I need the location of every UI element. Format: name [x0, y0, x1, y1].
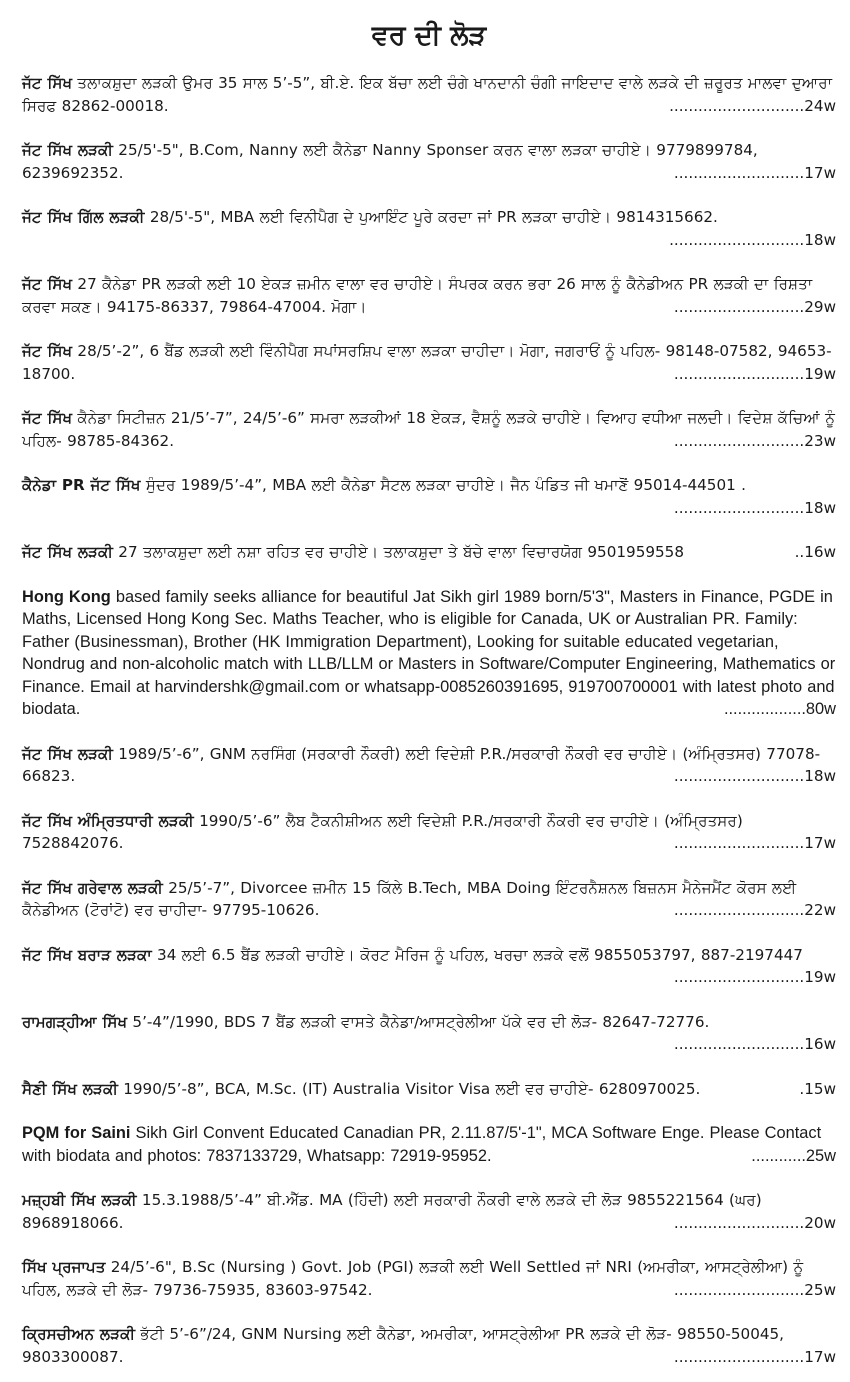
- classified-ad: [22, 1078, 836, 1101]
- ad-lead: ਜੱਟ ਸਿੱਖ ਲੜਕੀ: [22, 141, 113, 159]
- ad-code: .15w: [799, 1079, 836, 1098]
- ad-body: ਕੈਨੇਡਾ ਸਿਟੀਜ਼ਨ 21/5’-7”, 24/5’-6” ਸਮਰਾ ਲੜਕੀਆਂ 18 ਏਕੜ, ਵੈਸ਼ਨੂੰ ਲੜਕੇ ਚਾਹੀਏ। ਵਿਆਹ ਵਧੀਆ ਜਲਦੀ। ਵਿਦੇਸ਼ ਕੱਚਿਆਂ ਨੂੰ ਪਹਿਲ- 98785-84362.: [22, 409, 836, 450]
- ad-body: 1990/5’-6” ਲੈਬ ਟੈਕਨੀਸ਼ੀਅਨ ਲਈ ਵਿਦੇਸ਼ੀ P.R./ਸਰਕਾਰੀ ਨੌਕਰੀ ਵਰ ਚਾਹੀਏ। (ਅੰਮ੍ਰਿਤਸਰ) 7528842076.: [22, 811, 743, 852]
- ad-code: ...........................22w: [673, 901, 836, 919]
- classified-ad: [22, 743, 836, 788]
- ad-body: 1989/5’-6”, GNM ਨਰਸਿੰਗ (ਸਰਕਾਰੀ ਨੌਕਰੀ) ਲਈ ਵਿਦੇਸ਼ੀ P.R./ਸਰਕਾਰੀ ਨੌਕਰੀ ਵਰ ਚਾਹੀਏ। (ਅੰਮ੍ਰਿਤਸਰ) 77078-66823.: [22, 744, 821, 785]
- classified-ad: [22, 1122, 836, 1167]
- ad-lead: ਜੱਟ ਸਿੱਖ ਗਰੇਵਾਲ ਲੜਕੀ: [22, 878, 163, 897]
- classified-ad: [22, 586, 836, 721]
- ad-body: 27 ਕੈਨੇਡਾ PR ਲੜਕੀ ਲਈ 10 ਏਕੜ ਜ਼ਮੀਨ ਵਾਲਾ ਵਰ ਚਾਹੀਏ। ਸੰਪਰਕ ਕਰਨ ਭਰਾ 26 ਸਾਲ ਨੂੰ ਕੈਨੇਡੀਅਨ PR ਲੜਕੀ ਦਾ ਰਿਸ਼ਤਾ ਕਰਵਾ ਸਕਣ। 94175-86337, 79864-47004. ਮੋਗਾ।: [22, 275, 813, 316]
- classified-ad: [22, 541, 836, 564]
- ad-lead: Hong Kong: [22, 587, 111, 606]
- ad-code: ...........................23w: [673, 431, 836, 450]
- ad-code: ...........................18w: [673, 767, 836, 785]
- classified-ad: [22, 72, 836, 117]
- classified-ad: [22, 139, 836, 184]
- ad-lead: ਰਾਮਗੜ੍ਹੀਆ ਸਿੱਖ: [22, 1012, 128, 1031]
- ad-body: 25/5’-7”, Divorcee ਜ਼ਮੀਨ 15 ਕਿੱਲੇ B.Tech, MBA Doing ਇੰਟਰਨੈਸ਼ਨਲ ਬਿਜ਼ਨਸ ਮੈਨੇਜਮੈਂਟ ਕੋਰਸ ਲਈ ਕੈਨੇਡੀਅਨ (ਟੋਰਾਂਟੋ) ਵਰ ਚਾਹੀਦਾ- 97795-10626.: [22, 878, 797, 919]
- ad-body: ਸੁੰਦਰ 1989/5’-4”, MBA ਲਈ ਕੈਨੇਡਾ ਸੈਟਲ ਲੜਕਾ ਚਾਹੀਏ। ਜੈਨ ਪੰਡਿਤ ਜੀ ਖਮਾਣੋਂ 95014-44501 .: [140, 476, 746, 494]
- ad-list: [22, 72, 836, 1368]
- ad-body: 34 ਲਈ 6.5 ਬੈਂਡ ਲੜਕੀ ਚਾਹੀਏ। ਕੋਰਟ ਮੈਰਿਜ ਨੂੰ ਪਹਿਲ, ਖਰਚਾ ਲੜਕੇ ਵਲੋਂ 9855053797, 887-2197447: [151, 945, 803, 964]
- classified-ad: [22, 340, 836, 385]
- ad-code: ............................24w: [669, 96, 836, 115]
- ad-lead: ਜੱਟ ਸਿੱਖ: [22, 342, 73, 360]
- ad-body: 15.3.1988/5’-4” ਬੀ.ਐੱਡ. MA (ਹਿੰਦੀ) ਲਈ ਸਰਕਾਰੀ ਨੌਕਰੀ ਵਾਲੇ ਲੜਕੇ ਦੀ ਲੋੜ 9855221564 (ਘਰ) 8968918066.: [22, 1191, 762, 1232]
- ad-lead: ਜੱਟ ਸਿੱਖ ਅੰਮ੍ਰਿਤਧਾਰੀ ਲੜਕੀ: [22, 811, 194, 830]
- classified-ad: [22, 1011, 836, 1056]
- ad-body: ਭੱਟੀ 5’-6”/24, GNM Nursing ਲਈ ਕੈਨੇਡਾ, ਅਮਰੀਕਾ, ਆਸਟ੍ਰੇਲੀਆ PR ਲੜਕੇ ਦੀ ਲੋੜ- 98550-50045, 9803300087.: [22, 1325, 785, 1366]
- ad-lead: ਜੱਟ ਸਿੱਖ: [22, 275, 73, 293]
- classified-ad: [22, 206, 836, 251]
- ad-body: 28/5’-2”, 6 ਬੈਂਡ ਲੜਕੀ ਲਈ ਵਿੰਨੀਪੈਗ ਸਪਾਂਸਰਸ਼ਿਪ ਵਾਲਾ ਲੜਕਾ ਚਾਹੀਦਾ। ਮੋਗਾ, ਜਗਰਾਓਂ ਨੂੰ ਪਹਿਲ- 98148-07582, 94653-18700.: [22, 342, 832, 383]
- ad-code: ...........................16w: [673, 1035, 836, 1053]
- ad-code: ...........................29w: [673, 297, 836, 316]
- ad-lead: ਜੱਟ ਸਿੱਖ ਲੜਕੀ: [22, 543, 113, 561]
- classified-ad: [22, 474, 836, 519]
- page-title: ਵਰ ਦੀ ਲੋੜ: [371, 20, 487, 51]
- ad-code: ............................18w: [669, 230, 836, 249]
- ad-code: ...........................19w: [673, 968, 836, 986]
- ad-lead: ਜੱਟ ਸਿੱਖ ਬਰਾੜ ਲੜਕਾ: [22, 945, 152, 964]
- ad-code: ...........................25w: [673, 1280, 836, 1299]
- classified-ad: [22, 1189, 836, 1234]
- classified-ad: [22, 273, 836, 318]
- ad-lead: ਸੈਣੀ ਸਿੱਖ ਲੜਕੀ: [22, 1079, 118, 1098]
- classified-ad: [22, 810, 836, 855]
- classified-ad: [22, 877, 836, 922]
- ad-body: ਤਲਾਕਸ਼ੁਦਾ ਲੜਕੀ ਉਮਰ 35 ਸਾਲ 5’-5”, ਬੀ.ਏ. ਇਕ ਬੱਚਾ ਲਈ ਚੰਗੇ ਖਾਨਦਾਨੀ ਚੰਗੀ ਜਾਇਦਾਦ ਵਾਲੇ ਲੜਕੇ ਦੀ ਜ਼ਰੂਰਤ ਮਾਲਵਾ ਦੁਆਰਾ ਸਿਰਫ 82862-00018.: [22, 74, 833, 115]
- ad-body: based family seeks alliance for beautiful Jat Sikh girl 1989 born/5'3", Masters in Finance, PGDE in Maths, Licensed Hong Kong Sec. Maths Teacher, who is eligible for Canada, UK or Australian PR. Family: Father (Businessman), Brother (HK Immigration Department), Looking for suitable educated vegetarian, Nondrug and non-alcoholic match with LLB/LLM or Masters in Software/Computer Engineering, Mathematics or Finance. Email at harvindershk@gmail.com or whatsapp-0085260391695, 919700700001 with latest photo and biodata.: [22, 587, 836, 718]
- classified-ad: [22, 407, 836, 452]
- ad-body: Sikh Girl Convent Educated Canadian PR, 2.11.87/5'-1", MCA Software Enge. Please Contact with biodata and photos: 7837133729, Whatsapp: 72919-95952.: [22, 1124, 822, 1165]
- ad-code: ...........................17w: [673, 1347, 836, 1366]
- ad-body: 1990/5’-8”, BCA, M.Sc. (IT) Australia Visitor Visa ਲਈ ਵਰ ਚਾਹੀਏ- 6280970025.: [117, 1079, 701, 1098]
- ad-body: 24/5’-6", B.Sc (Nursing ) Govt. Job (PGI) ਲੜਕੀ ਲਈ Well Settled ਜਾਂ NRI (ਅਮਰੀਕਾ, ਆਸਟ੍ਰੇਲੀਆ) ਨੂੰ ਪਹਿਲ, ਲੜਕੇ ਦੀ ਲੋੜ- 79736-75935, 83603-97542.: [22, 1258, 804, 1299]
- ad-lead: ਜੱਟ ਸਿੱਖ ਗਿੱਲ ਲੜਕੀ: [22, 208, 145, 226]
- ad-code: ...........................20w: [673, 1213, 836, 1232]
- ad-body: 27 ਤਲਾਕਸ਼ੁਦਾ ਲਈ ਨਸ਼ਾ ਰਹਿਤ ਵਰ ਚਾਹੀਏ। ਤਲਾਕਸ਼ੁਦਾ ਤੇ ਬੱਚੇ ਵਾਲਾ ਵਿਚਾਰਯੋਗ 9501959558: [112, 543, 685, 561]
- ad-code: ...........................17w: [673, 834, 836, 852]
- ad-lead: PQM for Saini: [22, 1124, 131, 1142]
- ad-lead: ਕ੍ਰਿਸਚੀਅਨ ਲੜਕੀ: [22, 1325, 136, 1343]
- ad-body: 5’-4”/1990, BDS 7 ਬੈਂਡ ਲੜਕੀ ਵਾਸਤੇ ਕੈਨੇਡਾ/ਆਸਟ੍ਰੇਲੀਆ ਪੱਕੇ ਵਰ ਦੀ ਲੋੜ- 82647-72776.: [127, 1012, 710, 1031]
- ad-lead: ਜੱਟ ਸਿੱਖ: [22, 74, 73, 92]
- classified-ad: [22, 1323, 836, 1368]
- classified-ad: [22, 1256, 836, 1301]
- ad-code: ............25w: [751, 1146, 836, 1165]
- ad-code: ...........................19w: [673, 364, 836, 383]
- ad-body: 25/5'-5", B.Com, Nanny ਲਈ ਕੈਨੇਡਾ Nanny Sponser ਕਰਨ ਵਾਲਾ ਲੜਕਾ ਚਾਹੀਏ। 9779899784, 6239692352.: [22, 141, 758, 182]
- ad-code: ...........................17w: [673, 163, 836, 182]
- ad-lead: ਜੱਟ ਸਿੱਖ ਲੜਕੀ: [22, 744, 113, 763]
- ad-code: ..................80w: [723, 700, 836, 718]
- ad-lead: ਜੱਟ ਸਿੱਖ: [22, 409, 73, 427]
- ad-code: ...........................18w: [673, 498, 836, 517]
- ad-code: ..16w: [794, 543, 836, 561]
- classified-ad: [22, 944, 836, 989]
- ad-lead: ਕੈਨੇਡਾ PR ਜੱਟ ਸਿੱਖ: [22, 476, 141, 494]
- ad-lead: ਮਜ਼੍ਹਬੀ ਸਿੱਖ ਲੜਕੀ: [22, 1191, 137, 1209]
- ad-lead: ਸਿੱਖ ਪ੍ਰਜਾਪਤ: [22, 1258, 106, 1276]
- ad-body: 28/5'-5", MBA ਲਈ ਵਿਨੀਪੈਗ ਦੇ ਪੁਆਇੰਟ ਪੂਰੇ ਕਰਦਾ ਜਾਂ PR ਲੜਕਾ ਚਾਹੀਏ। 9814315662.: [144, 208, 718, 226]
